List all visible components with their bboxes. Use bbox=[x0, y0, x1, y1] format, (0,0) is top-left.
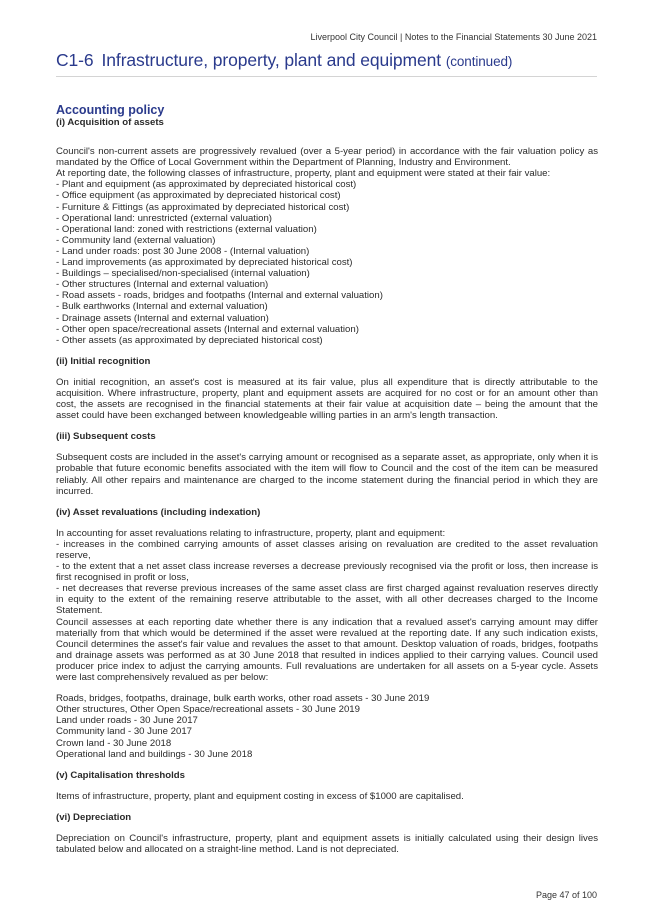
revaluations-intro: In accounting for asset revaluations relating to infrastructure, property, plant and equipment: bbox=[56, 527, 446, 539]
list-item: - Other open space/recreational assets (Internal and external valuation) bbox=[56, 323, 359, 335]
depreciation-heading: (vi) Depreciation bbox=[56, 811, 132, 823]
initial-recognition-heading: (ii) Initial recognition bbox=[56, 355, 151, 367]
revaluations-point: - net decreases that reverse previous increases of the same asset class are first charged against revaluation reserves directly in equity to the extent of the remaining reserve attributable to the asset, with all other decreases charged to the Income Statement. bbox=[56, 583, 598, 617]
list-item: Land under roads - 30 June 2017 bbox=[56, 715, 198, 727]
list-item: - Furniture & Fittings (as approximated by depreciated historical cost) bbox=[56, 201, 350, 213]
list-item: - Road assets - roads, bridges and footpaths (Internal and external valuation) bbox=[56, 290, 383, 302]
acquisition-intro: Council's non-current assets are progressively revalued (over a 5-year period) in accordance with the fair valuation policy as mandated by the Office of Local Government within the Department of Planning, Industry and Environment. bbox=[56, 146, 598, 169]
page-number: Page 47 of 100 bbox=[535, 890, 597, 900]
subsequent-costs-text: Subsequent costs are included in the asset's carrying amount or recognised as a separate asset, as appropriate, only when it is probable that future economic benefits associated with the item will flow to Council and the cost of the item can be measured reliably. All other repairs and maintenance are charged to the income statement during the financial period in which they are incurred. bbox=[56, 452, 598, 497]
capitalisation-text: Items of infrastructure, property, plant and equipment costing in excess of $1000 are capitalised. bbox=[56, 790, 464, 802]
list-item: - Operational land: unrestricted (external valuation) bbox=[56, 212, 272, 224]
depreciation-text: Depreciation on Council's infrastructure, property, plant and equipment assets is initially calculated using their design lives tabulated below and allocated on a straight-line method. Land is not depreciated. bbox=[56, 832, 598, 856]
accounting-policy-heading: Accounting policy bbox=[56, 103, 165, 117]
running-header: Liverpool City Council | Notes to the Financial Statements 30 June 2021 bbox=[310, 32, 597, 42]
list-item: Community land - 30 June 2017 bbox=[56, 726, 192, 738]
revaluations-point: - to the extent that a net asset class increase reverses a decrease previously recognised via the profit or loss, then increase is first recognised in profit or loss, bbox=[56, 561, 598, 584]
list-item: - Other structures (Internal and external valuation) bbox=[56, 279, 269, 291]
section-code: C1-6 bbox=[56, 50, 94, 70]
acquisition-reporting-date: At reporting date, the following classes of infrastructure, property, plant and equipment were stated at their fair value: bbox=[56, 168, 551, 180]
list-item: - Land under roads: post 30 June 2008 - (Internal valuation) bbox=[56, 245, 310, 257]
list-item: - Drainage assets (Internal and external valuation) bbox=[56, 312, 269, 324]
list-item: - Land improvements (as approximated by depreciated historical cost) bbox=[56, 257, 353, 269]
revaluations-assessment: Council assesses at each reporting date whether there is any indication that a revalued asset's carrying amount may differ materially from that which would be determined if the asset were revalued at the reporting date. If any such indication exists, Council determines the asset's fair value and revalues the asset to that amount. Desktop valuation of roads, bridges, footpaths and drainage assets was performed as at 30 June 2018 that resulted in indices applied to their carrying values. Council used producer price index to adjust the carrying amounts. Full revaluations are undertaken for all assets on a 5-year cycle. Assets were last comprehensively revalued as per below: bbox=[56, 616, 598, 684]
acquisition-heading: (i) Acquisition of assets bbox=[56, 117, 164, 128]
list-item: - Bulk earthworks (Internal and external valuation) bbox=[56, 301, 268, 313]
title-divider bbox=[56, 76, 597, 77]
section-title-text: Infrastructure, property, plant and equipment bbox=[101, 50, 442, 70]
list-item: - Plant and equipment (as approximated by depreciated historical cost) bbox=[56, 179, 357, 191]
list-item: - Office equipment (as approximated by depreciated historical cost) bbox=[56, 190, 341, 202]
list-item: - Buildings – specialised/non-specialised (internal valuation) bbox=[56, 268, 310, 280]
list-item: - Other assets (as approximated by depreciated historical cost) bbox=[56, 334, 323, 346]
capitalisation-heading: (v) Capitalisation thresholds bbox=[56, 769, 186, 781]
list-item: Crown land - 30 June 2018 bbox=[56, 737, 172, 749]
revaluations-point: - increases in the combined carrying amounts of asset classes arising on revaluation are credited to the asset revaluation reserve, bbox=[56, 538, 598, 561]
revaluation-dates-list bbox=[56, 693, 598, 760]
asset-classes-list bbox=[56, 179, 598, 345]
initial-recognition-text: On initial recognition, an asset's cost is measured at its fair value, plus all expenditure that is directly attributable to the acquisition. Where infrastructure, property, plant and equipment assets are acquired for no cost or for an amount other than cost, the assets are recognised in the financial statements at their fair value at acquisition date – being the amount that the asset could have been exchanged between knowledgeable willing parties in an arm's length transaction. bbox=[56, 376, 598, 422]
revaluations-heading: (iv) Asset revaluations (including indexation) bbox=[56, 506, 261, 518]
list-item: Other structures, Other Open Space/recreational assets - 30 June 2019 bbox=[56, 704, 360, 716]
list-item: Operational land and buildings - 30 June 2018 bbox=[56, 748, 253, 760]
section-continued: (continued) bbox=[445, 54, 513, 69]
subsequent-costs-heading: (iii) Subsequent costs bbox=[56, 431, 156, 443]
list-item: - Community land (external valuation) bbox=[56, 234, 216, 246]
document-body bbox=[56, 86, 598, 855]
section-title bbox=[56, 50, 512, 71]
list-item: Roads, bridges, footpaths, drainage, bulk earth works, other road assets - 30 June 2019 bbox=[56, 693, 430, 705]
list-item: - Operational land: zoned with restrictions (external valuation) bbox=[56, 223, 317, 235]
